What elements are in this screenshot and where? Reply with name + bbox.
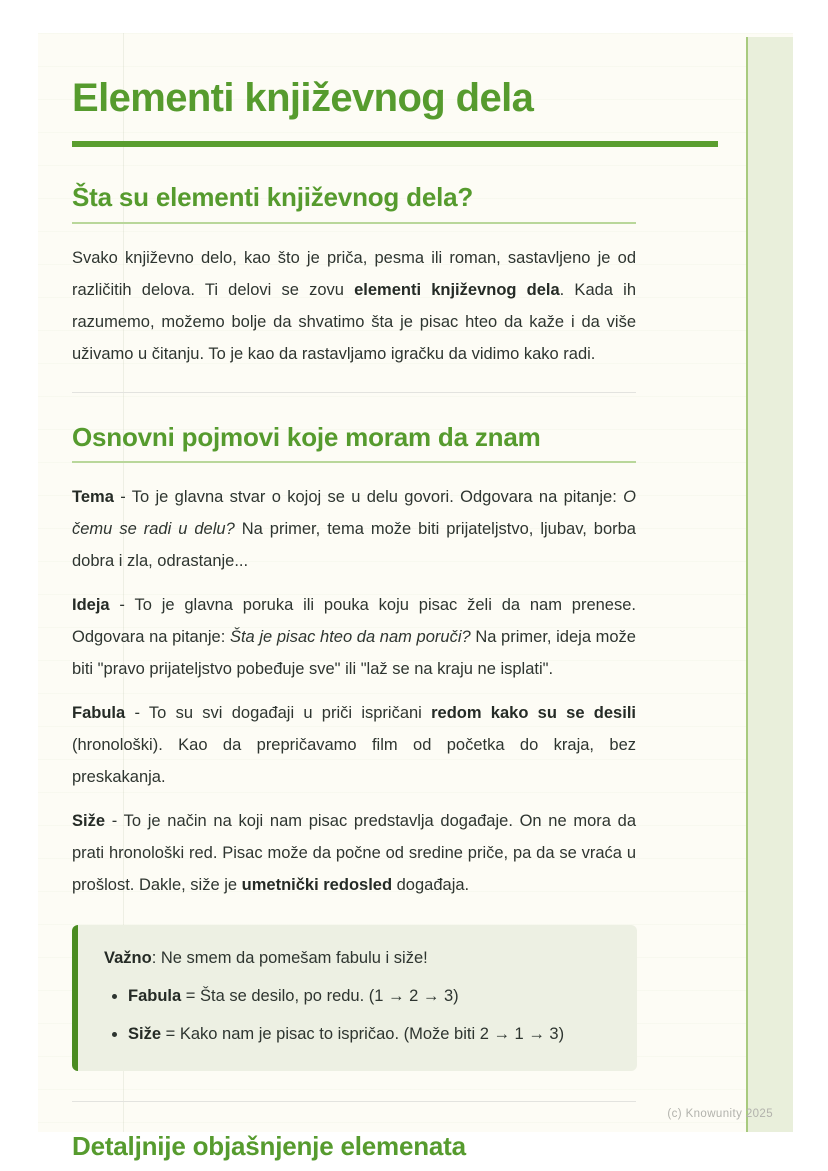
paragraph-fabula — [72, 697, 636, 793]
term-label: Siže — [128, 1025, 162, 1043]
important-callout — [72, 925, 637, 1071]
text-run-italic: Šta je pisac hteo da nam poruči? — [229, 628, 471, 646]
page-content — [38, 33, 718, 1171]
text-run: - To je način na koji nam pisac predstavlja događaje. On ne mora da prati hronološki red. Pisac može da počne od sredine priče, pa da se vraća u prošlost. Dakle, siže je — [72, 812, 636, 894]
callout-title: Važno — [104, 949, 152, 967]
text-run: : Ne smem da pomešam fabulu i siže! — [151, 949, 428, 967]
list-item-size — [128, 1021, 611, 1047]
section-detaljnije-objasnjenje — [72, 1130, 718, 1171]
term-label: Fabula — [128, 987, 182, 1005]
section-divider — [72, 392, 636, 393]
paragraph-tema — [72, 481, 636, 577]
term-label: Ideja — [72, 596, 110, 614]
term-label: Fabula — [72, 704, 126, 722]
text-run: Na primer, tema može biti prijateljstvo, ljubav, borba dobra i zla, odrastanje... — [72, 520, 636, 570]
text-run: - To su svi događaji u priči ispričani — [125, 704, 432, 722]
text-run: (hronološki). Kao da prepričavamo film od početka do kraja, bez preskakanja. — [72, 736, 636, 786]
title-rule — [72, 141, 718, 147]
section-heading: Šta su elementi književnog dela? — [72, 182, 474, 212]
text-run-bold: elementi književnog dela — [354, 280, 560, 299]
paragraph-ideja — [72, 589, 636, 685]
paragraph-intro — [72, 242, 636, 370]
heading-underline — [72, 222, 636, 224]
text-run: = Šta se desilo, po redu. (1 → 2 → 3) — [181, 987, 459, 1005]
term-label: Tema — [72, 488, 114, 506]
text-run: = Kako nam je pisac to ispričao. (Može biti 2 → 1 → 3) — [161, 1025, 565, 1043]
text-run: Na primer, ideja može biti "pravo prijateljstvo pobeđuje sve" ili "laž se na kraju ne isplati". — [72, 628, 636, 678]
text-run-italic: O čemu se radi u delu? — [72, 488, 636, 538]
callout-list — [110, 983, 611, 1047]
list-item-fabula — [128, 983, 611, 1009]
section-heading: Detaljnije objašnjenje elemenata — [72, 1131, 466, 1161]
section-osnovni-pojmovi — [72, 421, 718, 1072]
callout-intro — [104, 945, 611, 971]
page-title: Elementi književnog dela — [72, 76, 534, 120]
page-edge-strip — [746, 37, 793, 1132]
text-run: događaja. — [392, 876, 470, 894]
copyright-footer: (c) Knowunity 2025 — [667, 1108, 773, 1120]
heading-underline — [72, 461, 636, 463]
section-sta-su-elementi — [72, 181, 718, 370]
text-run-bold: umetnički redosled — [241, 876, 393, 894]
document-page — [38, 33, 793, 1161]
text-run: - To je glavna stvar o kojoj se u delu govori. Odgovara na pitanje: — [113, 488, 624, 506]
section-divider — [72, 1101, 636, 1102]
section-heading: Osnovni pojmovi koje moram da znam — [72, 421, 541, 452]
text-run: - To je glavna poruka ili pouka koju pisac želi da nam prenese. Odgovara na pitanje: — [72, 596, 636, 646]
text-run: Svako književno delo, kao što je priča, pesma ili roman, sastavljeno je od različitih delova. Ti delovi se zovu — [72, 248, 636, 299]
paragraph-size — [72, 805, 636, 901]
text-run-bold: redom kako su se desili — [431, 704, 636, 722]
text-run: . Kada ih razumemo, možemo bolje da shvatimo šta je pisac hteo da kaže i da više uživamo u čitanju. To je kao da rastavljamo igračku da vidimo kako radi. — [72, 280, 636, 363]
term-label: Siže — [72, 812, 106, 830]
